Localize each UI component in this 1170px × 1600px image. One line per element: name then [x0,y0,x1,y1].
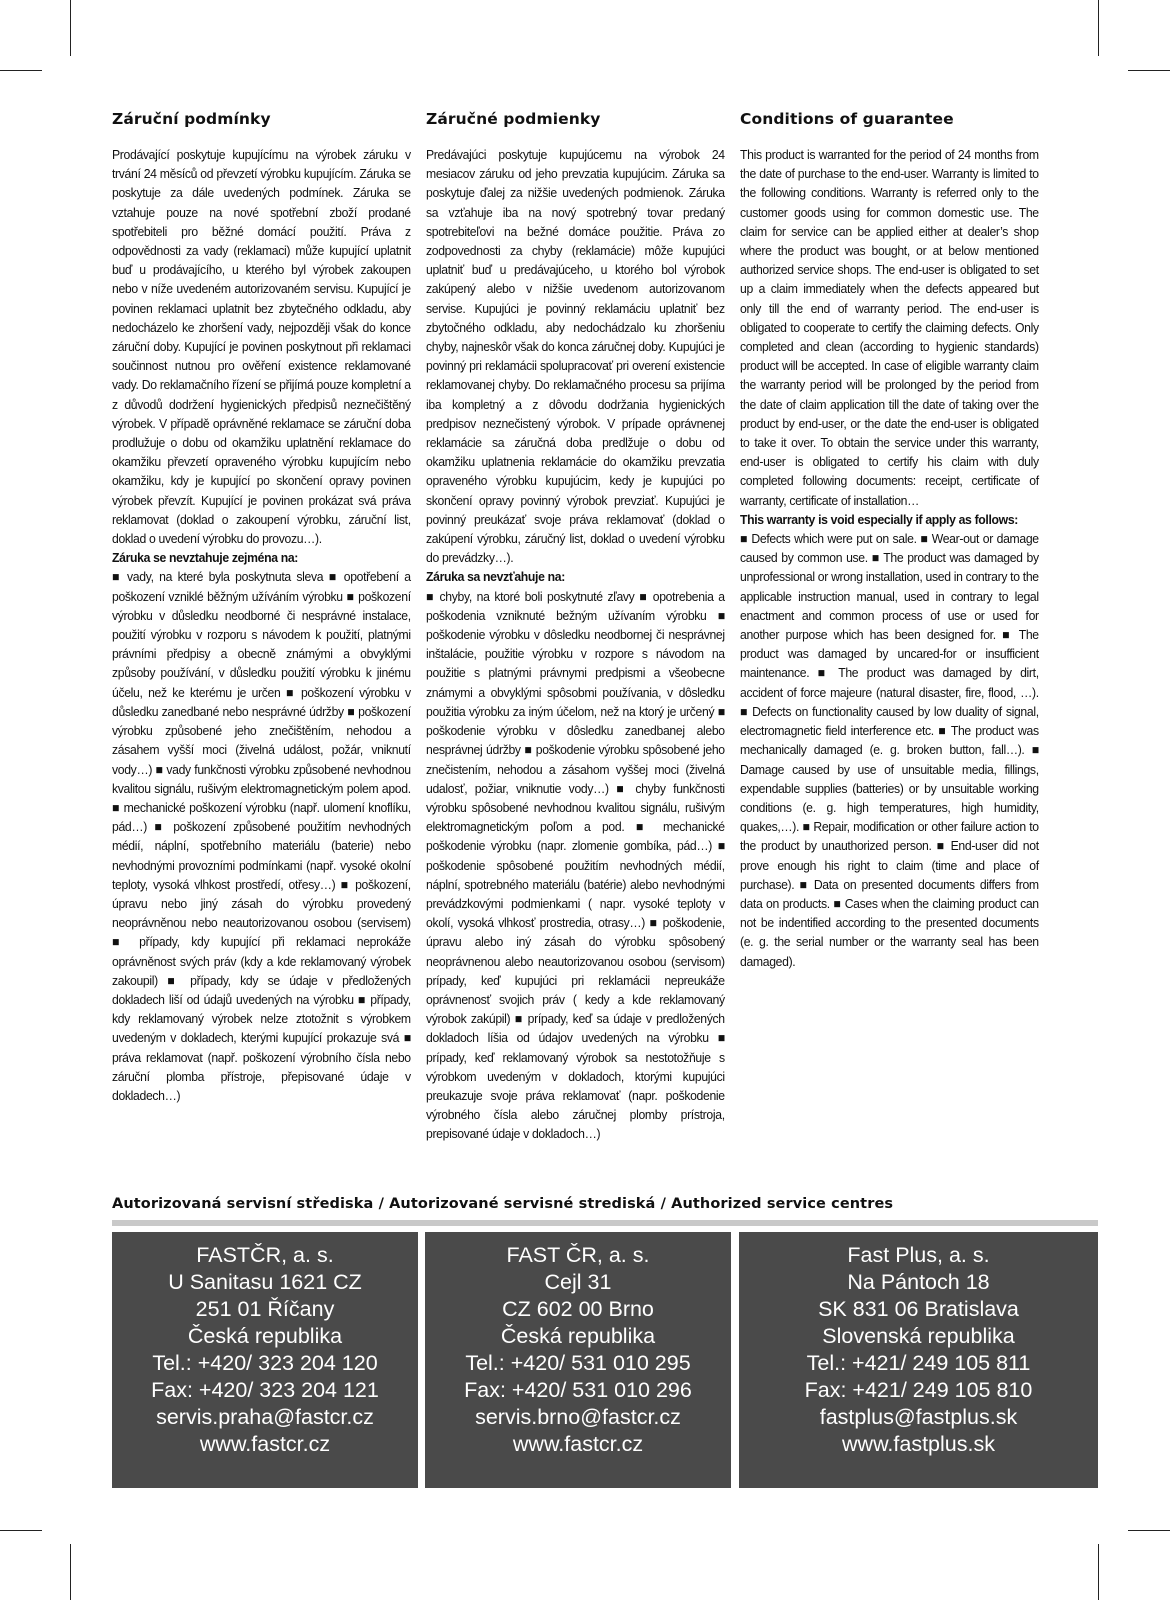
centre-fax: Fax: +421/ 249 105 810 [804,1378,1033,1402]
paragraph: ■ Defects which were put on sale. ■ Wear-out or damage caused by common use. ■ The product was damaged by unprofessional or wrong installation, used in contrary to the applicable instruction manual, used in contrary to legal enactment and common process of use or used for another purpose which has been designed for. ■ The product was damaged by uncared-for or insufficient maintenance. ■ The product was damaged by dirt, accident of force majeure (natural disaster, fire, flood, …). ■ Defects on functionality caused by low duality of signal, electromagnetic field interference etc. ■ The product was mechanically damaged (e. g. broken button, fall…). ■ Damage caused by use of unsuitable media, fillings, expendable supplies (batteries) or by unsuitable working conditions (e. g. high temperatures, high humidity, quakes,…). ■ Repair, modification or other failure action to the product by unauthorized person. ■ End-user did not prove enough his right to claim (time and place of purchase). ■ Data on presented documents differs from data on products. ■ Cases when the claiming product can not be indentified according to the presented documents (e. g. the serial number or the warranty seal has been damaged). [740,532,1039,969]
crop-mark [70,1544,71,1600]
service-centre-praha [112,1232,418,1488]
crop-mark [70,0,71,56]
paragraph: ■ chyby, na ktoré boli poskytnuté zľavy ■ opotrebenia a poškodenia vzniknuté bežným užívaním výrobku ■ poškodenie výrobku v dôsledku neodbornej či nesprávnej inštalácie, použitie výrobku v rozpore s návodom na použitie s platnými právnymi predpismi a všeobecne známymi a obvyklými spôsobmi používania, v dôsledku použitia výrobku za iným účelom, než na ktorý je určený ■ poškodenie výrobku v dôsledku zanedbanej alebo nesprávnej údržby ■ poškodenie výrobku spôsobené jeho znečistením, nehodou a zásahom vyššej moci (živelná udalosť, požiar, vniknutie vody…) ■ chyby funkčnosti výrobku spôsobené nevhodnou kvalitou signálu, rušivým elektromagnetickým poľom a pod. ■ mechanické poškodenie výrobku (napr. zlomenie gombíka, pád…) ■ poškodenie spôsobené použitím nevhodných médií, náplní, spotrebného materiálu (batérie) alebo nevhodnými prevádzkovými podmienkami ( napr. vysoké teploty v okolí, vysoká vlhkosť prostredia, otrasy…) ■ poškodenie, úpravu alebo iný zásah do výrobku spôsobený neoprávnenou alebo neautorizovanou osobou (servisom) prípady, keď kupujúci pri reklamácii nepreukáže oprávnenosť svojich práv ( kedy a kde reklamovaný výrobok zakúpil) ■ prípady, keď sa údaje v predložených dokladoch líšia od údajov uvedených na výrobku ■ prípady, keď reklamovaný výrobok sa nestotožňuje s výrobkom uvedeným v dokladoch, ktorými kupujúci preukazuje svoje práva reklamovať (napr. poškodenie výrobného čísla alebo záručnej plomby prístroja, prepisované údaje v dokladoch…) [426,589,725,1142]
paragraph: Predávajúci poskytuje kupujúcemu na výrobok 24 mesiacov záruku od jeho prevzatia kupujúcim. Záruka sa poskytuje ďalej za nižšie uvedených podmienok. Záruka sa vzťahuje iba na nový spotrebný tovar predaný spotrebiteľovi na bežné domáce použitie. Práva zo zodpovednosti za chyby (reklamácie) môže kupujúci uplatniť buď u predávajúceho, u ktorého bol výrobok zakúpený alebo v nižšie uvedenom autorizovanom servise. Kupujúci je povinný reklamáciu uplatniť bez zbytočného odkladu, aby nedochádzalo ku zhoršeniu chyby, najneskôr však do konca záručnej doby. Kupujúci je povinný pri reklamácii spolupracovať pri overení existencie reklamovanej chyby. Do reklamačného procesu sa prijíma iba kompletný a z dôvodu dodržania hygienických predpisov neznečistený výrobok. V prípade oprávnenej reklamácie sa záručná doba predlžuje o dobu od okamžiku uplatnenia reklamácie do okamžiku prevzatia opraveného výrobku kupujúcim, kedy je kupujúci po skončení opravy povinný výrobok prevziať. Kupujúci je povinný preukázať svoje práva reklamovať (doklad o zakúpení výrobku, záručný list, doklad o uvedení výrobku do prevádzky…). [426,148,725,566]
centre-email: fastplus@fastplus.sk [819,1405,1018,1429]
centre-phone: Tel.: +421/ 249 105 811 [806,1351,1031,1375]
centre-street: U Sanitasu 1621 CZ [168,1270,362,1294]
centre-city: SK 831 06 Bratislava [818,1297,1019,1321]
centre-email: servis.praha@fastcr.cz [156,1405,374,1429]
crop-mark [1098,1544,1099,1600]
column-body [426,146,725,1145]
centre-fax: Fax: +420/ 531 010 296 [464,1378,692,1402]
centre-city: 251 01 Říčany [195,1297,335,1321]
column-heading: Záruční podmínky [112,110,271,128]
centre-country: Česká republika [187,1324,343,1348]
centre-website: www.fastplus.sk [842,1432,995,1456]
service-heading: Autorizovaná servisní střediska / Autorizované servisné strediská / Authorized service centres [112,1196,894,1212]
centre-name: FAST ČR, a. s. [506,1243,650,1267]
centre-city: CZ 602 00 Brno [502,1297,654,1321]
centre-phone: Tel.: +420/ 323 204 120 [152,1351,378,1375]
column-heading: Conditions of guarantee [740,110,954,128]
crop-mark [1098,0,1099,56]
bold-intro: Záruka se nevztahuje zejména na: [112,551,299,566]
column-english [740,110,1038,972]
centre-name: FASTČR, a. s. [196,1243,334,1267]
centre-phone: Tel.: +420/ 531 010 295 [465,1351,691,1375]
column-body [112,146,411,1106]
crop-mark [0,70,42,71]
divider [112,1220,1098,1226]
column-heading: Záručné podmienky [426,110,601,128]
service-centre-brno [425,1232,731,1488]
paragraph: ■ vady, na které byla poskytnuta sleva ■ opotřebení a poškození vzniklé běžným užíváním výrobku ■ poškození výrobku v důsledku neodborné či nesprávné instalace, použití výrobku v rozporu s návodem k použití, platnými právními předpisy a obecně známými a obvyklými způsoby používání, v důsledku použití výrobku k jinému účelu, než ke kterému je určen ■ poškození výrobku v důsledku zanedbané nebo nesprávné údržby ■ poškození výrobku způsobené jeho znečištěním, nehodou a zásahem vyšší moci (živelná událost, požár, vniknutí vody…) ■ vady funkčnosti výrobku způsobené nevhodnou kvalitou signálu, rušivým elektromagnetickým polem apod. ■ mechanické poškození výrobku (např. ulomení knoflíku, pád…) ■ poškození způsobené použitím nevhodných médií, náplní, spotřebního materiálu (baterie) nebo nevhodnými provozními podmínkami (např. vysoké okolní teploty, vysoká vlhkost prostředí, otřesy…) ■ poškození, úpravu nebo jiný zásah do výrobku provedený neoprávněnou nebo neautorizovanou osobou (servisem) ■ případy, kdy kupující při reklamaci neprokáže oprávněnost svých práv (kdy a kde reklamovaný výrobek zakoupil) ■ případy, kdy se údaje v předložených dokladech liší od údajů uvedených na výrobku ■ případy, kdy reklamovaný výrobek nelze ztotožnit s výrobkem uvedeným v dokladech, kterými kupující prokazuje svá ■ práva reklamovat (např. poškození výrobního čísla nebo záruční plomba přístroje, přepisované údaje v dokladech…) [112,570,411,1103]
centre-website: www.fastcr.cz [199,1432,331,1456]
column-slovak [426,110,724,1145]
paragraph: This product is warranted for the period of 24 months from the date of purchase to the end-user. Warranty is limited to the following conditions. Warranty is referred only to the customer goods using for common domestic use. The claim for service can be applied either at dealer’s shop where the product was bought, or at below mentioned authorized service shops. The end-user is obligated to set up a claim immediately when the defects appeared but only till the end of warranty period. The end-user is obligated to cooperate to certify the claiming defects. Only completed and clean (according to hygienic standards) product will be accepted. In case of eligible warranty claim the warranty period will be prolonged by the period from the date of claim application till the date of taking over the product by end-user, or the date the end-user is obligated to take it over. To obtain the service under this warranty, end-user is obligated to certify his claim with duly completed following documents: receipt, certificate of warranty, certificate of installation… [740,148,1039,508]
centre-name: Fast Plus, a. s. [847,1243,990,1267]
column-body [740,146,1039,972]
centre-email: servis.brno@fastcr.cz [475,1405,681,1429]
paragraph: Prodávající poskytuje kupujícímu na výrobek záruku v trvání 24 měsíců od převzetí výrobku kupujícím. Záruka se poskytuje za dále uvedených podmínek. Záruka se vztahuje pouze na nové spotřební zboží prodané spotřebiteli pro běžné domácí použití. Práva z odpovědnosti za vady (reklamaci) může kupující uplatnit buď u prodávajícího, u kterého byl výrobek zakoupen nebo v níže uvedeném autorizovaném servisu. Kupující je povinen reklamaci uplatnit bez zbytečného odkladu, aby nedocházelo ke zhoršení vady, nejpozději však do konce záruční doby. Kupující je povinen poskytnout při reklamaci součinnost nutnou pro ověření existence reklamované vady. Do reklamačního řízení se přijímá pouze kompletní a z důvodů dodržení hygienických předpisů neznečištěný výrobek. V případě oprávněné reklamace se záruční doba prodlužuje o dobu od okamžiku uplatnění reklamace do okamžiku převzetí opraveného výrobku kupujícím nebo okamžiku, kdy je kupující po skončení opravy povinen výrobek převzít. Kupující je povinen prokázat svá práva reklamovat (doklad o zakoupení výrobku, záruční list, doklad o uvedení výrobku do provozu…). [112,148,411,547]
centre-country: Slovenská republika [822,1324,1015,1348]
crop-mark [1128,1530,1170,1531]
centre-street: Cejl 31 [544,1270,612,1294]
crop-mark [1128,70,1170,71]
centre-country: Česká republika [500,1324,656,1348]
bold-intro: This warranty is void especially if apply as follows: [740,512,1019,527]
centre-website: www.fastcr.cz [512,1432,644,1456]
bold-intro: Záruka sa nevzťahuje na: [426,570,565,585]
crop-mark [0,1530,42,1531]
column-czech [112,110,410,1106]
service-centre-bratislava [739,1232,1098,1488]
centre-fax: Fax: +420/ 323 204 121 [151,1378,379,1402]
centre-street: Na Pántoch 18 [847,1270,990,1294]
